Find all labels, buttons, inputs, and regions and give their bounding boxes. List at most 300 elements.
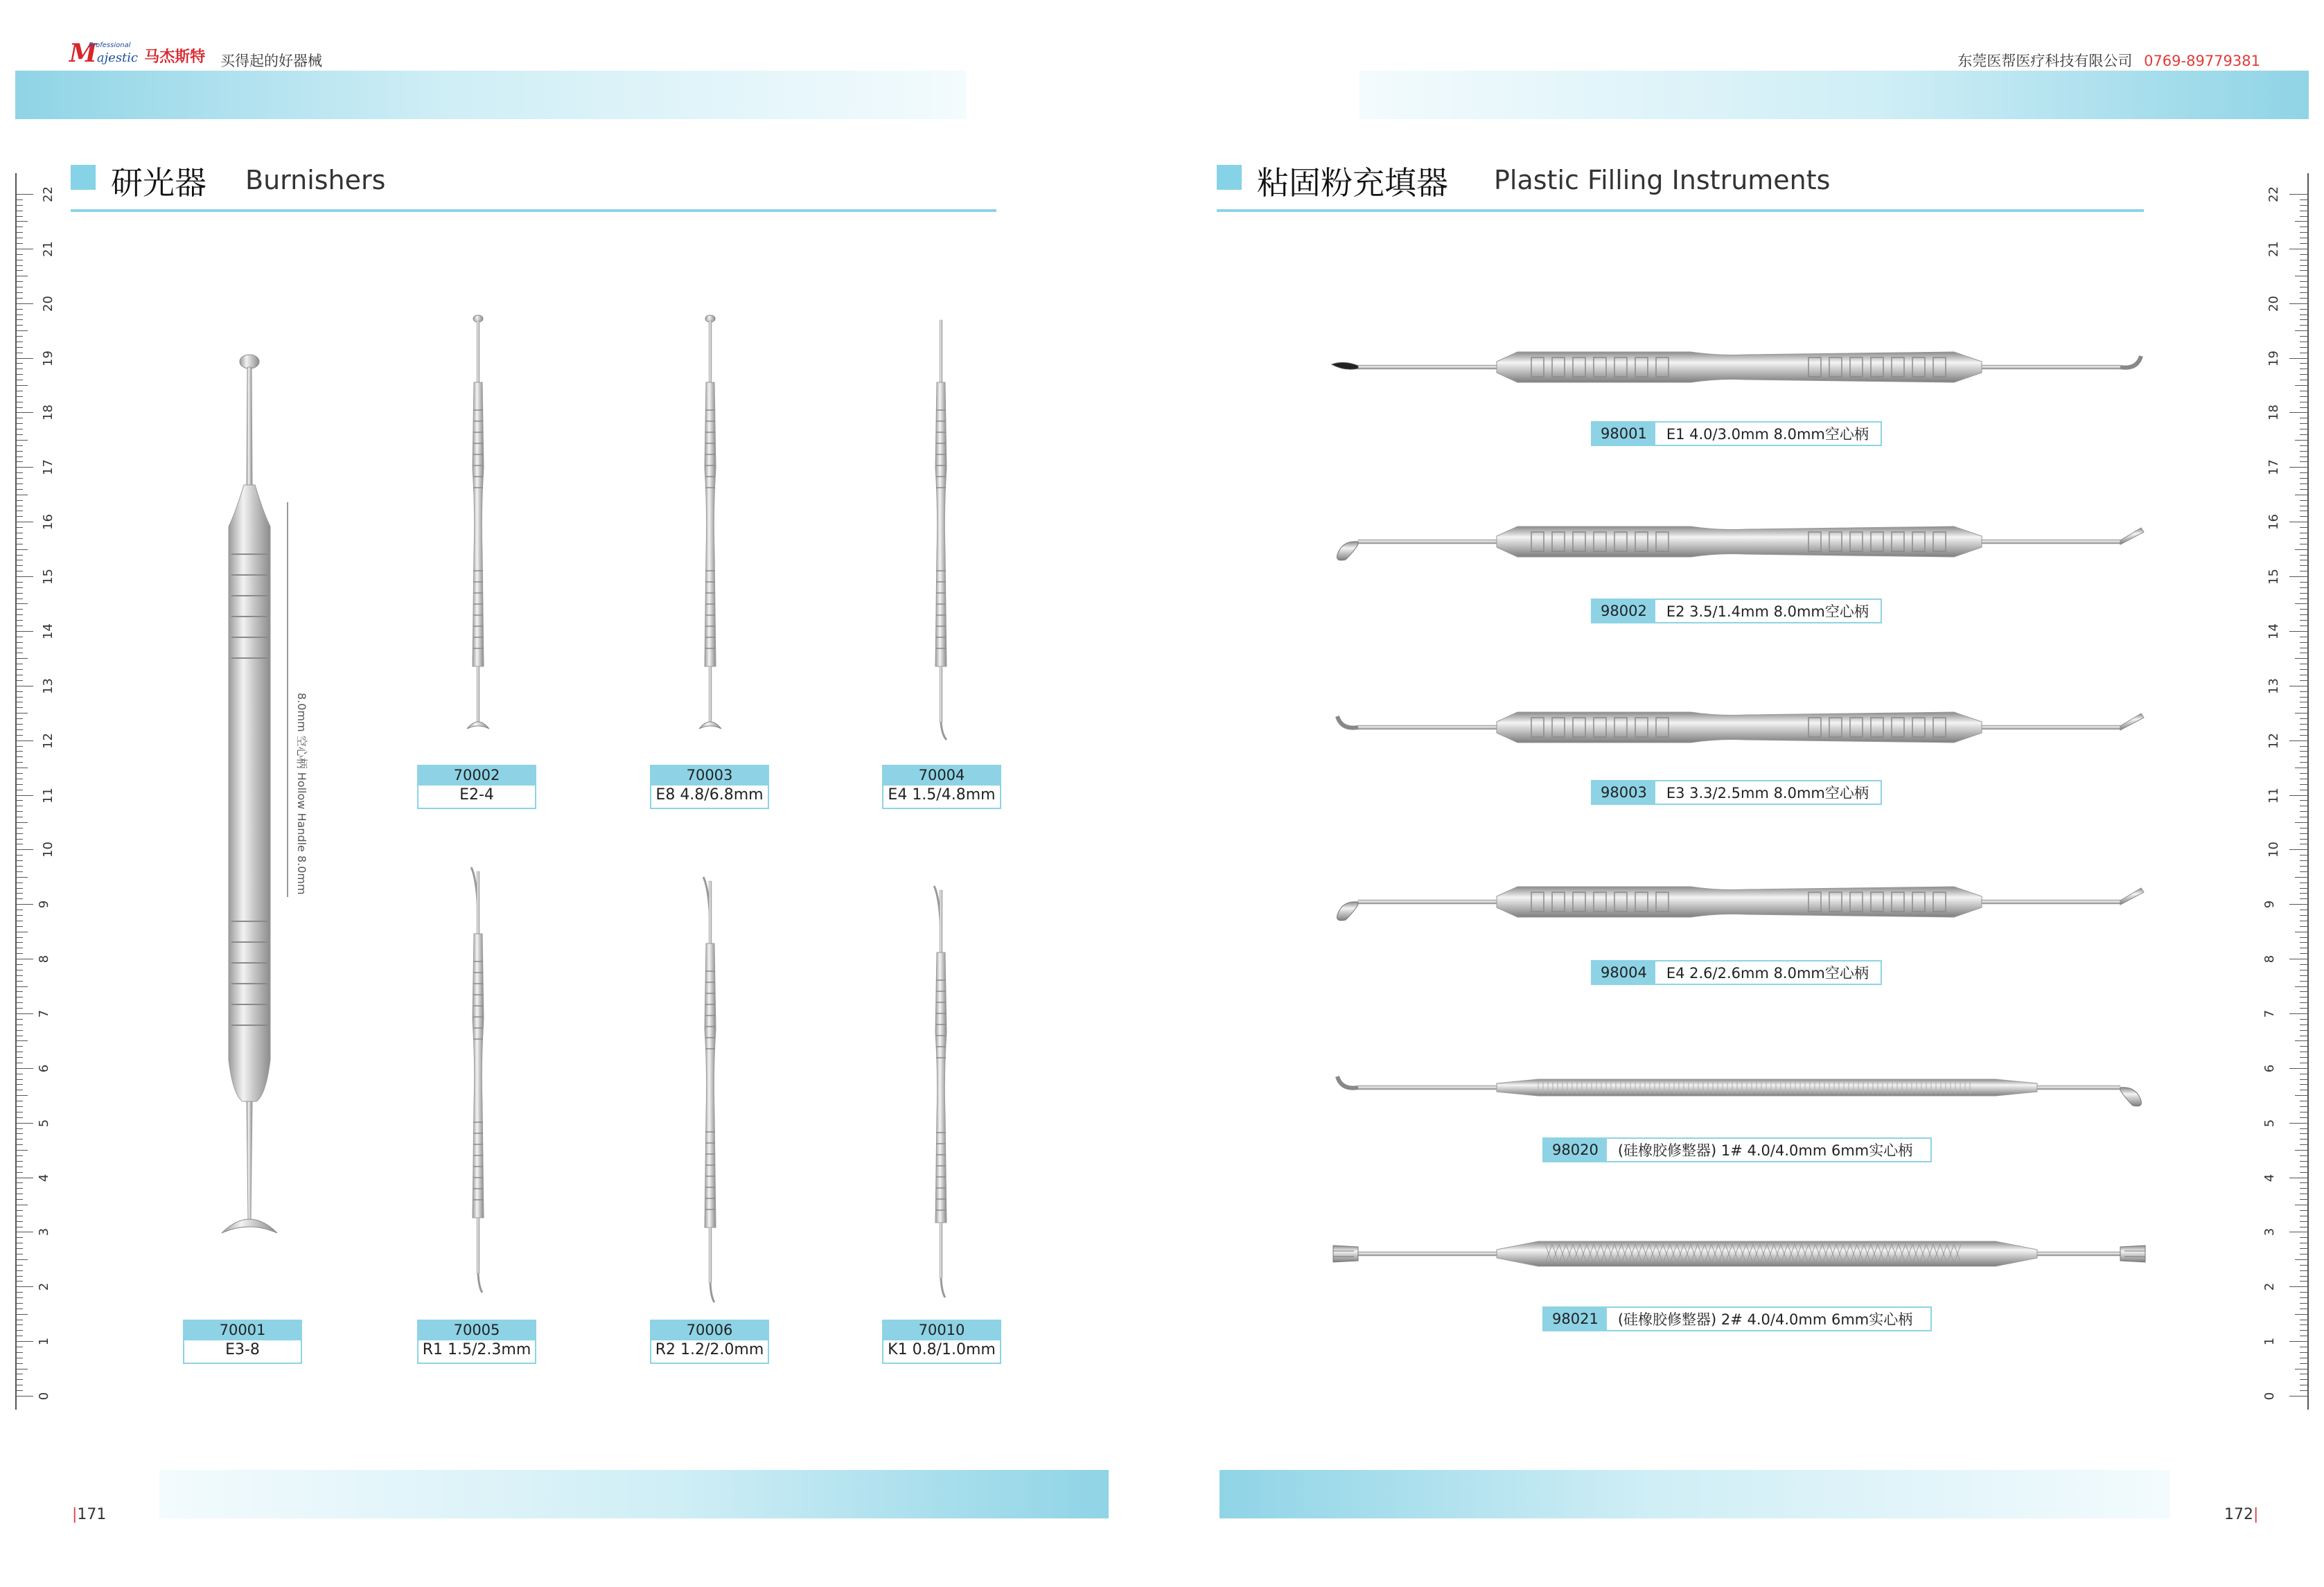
ruler-tick (2300, 1265, 2307, 1266)
ruler-tick (15, 1019, 23, 1020)
ruler-label: 5 (2262, 1119, 2278, 1127)
ruler-tick (2300, 735, 2307, 736)
ruler-tick (15, 205, 23, 206)
ruler-tick (15, 620, 23, 621)
ruler-label: 19 (40, 350, 55, 366)
header-band-right (1359, 71, 2309, 119)
ruler-tick (15, 456, 23, 457)
ruler-label: 8 (37, 955, 52, 964)
item-code: 98002 (1592, 600, 1655, 622)
instrument-98001-image (1330, 339, 2148, 395)
ruler-tick (15, 472, 23, 473)
ruler-tick (2300, 964, 2307, 965)
company-name: 东莞医帮医疗科技有限公司 (1957, 53, 2133, 69)
item-desc: E3-8 (183, 1340, 302, 1364)
ruler-tick (15, 232, 23, 233)
ruler-tick (2300, 363, 2307, 364)
ruler-tick (15, 1106, 23, 1107)
ruler-tick (2300, 1144, 2307, 1145)
ruler-tick (2300, 319, 2307, 320)
ruler-tick (2300, 1106, 2307, 1107)
ruler-tick (2300, 707, 2307, 708)
logo-word: ajestic (96, 51, 139, 65)
ruler-tick (2300, 991, 2307, 992)
section-underline-left (71, 209, 996, 212)
ruler-tick (2300, 953, 2307, 954)
ruler-tick (15, 1292, 23, 1293)
ruler-tick (2300, 1008, 2307, 1009)
ruler-tick (2300, 784, 2307, 785)
ruler-tick (15, 1079, 23, 1080)
ruler-tick (2295, 1259, 2307, 1260)
ruler-tick (2300, 1057, 2307, 1058)
ruler-tick (2300, 1352, 2307, 1353)
ruler-tick (15, 964, 23, 965)
ruler-tick (2300, 1019, 2307, 1020)
ruler-tick (15, 1259, 28, 1260)
ruler-tick (2300, 937, 2307, 938)
ruler-tick (2289, 1286, 2307, 1287)
item-desc: K1 0.8/1.0mm (882, 1340, 1001, 1364)
item-code: 98004 (1592, 961, 1655, 984)
ruler-tick (15, 445, 23, 446)
ruler-tick (2300, 1248, 2307, 1249)
ruler-tick (2300, 942, 2307, 943)
ruler-tick (2300, 691, 2307, 692)
ruler-tick (15, 500, 23, 501)
ruler-label: 9 (2262, 900, 2278, 909)
ruler-tick (15, 860, 23, 861)
ruler-tick (2300, 216, 2307, 217)
ruler-tick (2300, 243, 2307, 244)
ruler-tick (2289, 1341, 2307, 1342)
ruler-tick (2300, 866, 2307, 867)
ruler-label: 0 (2262, 1392, 2278, 1401)
ruler-tick (15, 1172, 23, 1173)
ruler-tick (2300, 975, 2307, 976)
ruler-tick (2300, 915, 2307, 916)
ruler-tick (2289, 904, 2307, 905)
ruler-tick (15, 849, 33, 850)
ruler-tick (2300, 1324, 2307, 1325)
ruler-tick (2300, 265, 2307, 266)
ruler-tick (2300, 423, 2307, 424)
ruler-tick (2300, 1161, 2307, 1162)
ruler-tick (15, 593, 23, 594)
ruler-label: 16 (2266, 514, 2281, 531)
ruler-label: 22 (40, 186, 55, 202)
ruler-tick (15, 461, 23, 462)
item-desc: (硅橡胶修整器) 1# 4.0/4.0mm 6mm实心柄 (1617, 1142, 1913, 1159)
logo-superscript: Professional (89, 42, 131, 49)
ruler-tick (2300, 680, 2307, 681)
ruler-tick (15, 1128, 23, 1129)
ruler-label: 10 (40, 842, 55, 858)
instrument-70004-image (920, 313, 962, 743)
ruler-tick (2300, 1281, 2307, 1282)
ruler-tick (2289, 849, 2307, 850)
ruler-tick (15, 330, 28, 331)
ruler-tick (2300, 718, 2307, 719)
ruler-tick (15, 1237, 23, 1238)
ruler-tick (2300, 1379, 2307, 1380)
ruler-tick (15, 292, 23, 293)
ruler-label: 18 (40, 405, 55, 421)
ruler-tick (15, 631, 33, 632)
ruler-label: 16 (40, 514, 55, 531)
ruler-tick (2300, 1276, 2307, 1277)
ruler-tick (15, 1144, 23, 1145)
item-code: 70003 (650, 765, 769, 786)
ruler-tick (2289, 412, 2307, 413)
ruler-tick (2300, 1139, 2307, 1140)
section-underline-right (1217, 209, 2144, 212)
ruler-tick (15, 1013, 33, 1014)
ruler-tick (15, 216, 23, 217)
item-desc: E2 3.5/1.4mm 8.0mm空心柄 (1666, 603, 1869, 620)
ruler-tick (15, 325, 23, 326)
ruler-tick (2300, 614, 2307, 615)
section-title-en-left: Burnishers (245, 165, 386, 195)
ruler-tick (2300, 1084, 2307, 1085)
ruler-label: 6 (37, 1064, 52, 1073)
ruler-tick (15, 707, 23, 708)
ruler-tick (15, 1002, 23, 1003)
ruler-tick (2300, 811, 2307, 812)
section-title-cn-left: 研光器 (111, 164, 206, 202)
ruler-left (15, 173, 55, 1410)
ruler-tick (2300, 374, 2307, 375)
ruler-tick (15, 691, 23, 692)
dimension-note: 8.0mm 空心柄 Hollow Handle 8.0mm (295, 693, 308, 895)
item-desc: E4 1.5/4.8mm (882, 786, 1001, 809)
item-desc: R1 1.5/2.3mm (417, 1340, 536, 1364)
ruler-tick (15, 281, 23, 282)
ruler-tick (2289, 631, 2307, 632)
instrument-98003-image (1330, 700, 2148, 755)
ruler-tick (2300, 729, 2307, 730)
ruler-tick (2300, 325, 2307, 326)
ruler-tick (2300, 456, 2307, 457)
ruler-tick (15, 265, 23, 266)
ruler-tick (2295, 603, 2307, 604)
ruler-tick (15, 614, 23, 615)
ruler-tick (15, 1199, 23, 1200)
ruler-tick (2289, 303, 2307, 304)
ruler-tick (15, 243, 23, 244)
instrument-70002-image (457, 313, 499, 743)
ruler-tick (2300, 1155, 2307, 1156)
ruler-tick (15, 746, 23, 747)
ruler-tick (2300, 232, 2307, 233)
ruler-tick (15, 1248, 23, 1249)
ruler-tick (15, 1396, 33, 1397)
ruler-tick (15, 347, 23, 348)
ruler-tick (2300, 898, 2307, 899)
ruler-tick (15, 1221, 23, 1222)
page-number-value: 172 (2224, 1506, 2253, 1523)
item-code: 70010 (882, 1320, 1001, 1340)
ruler-tick (15, 697, 23, 698)
item-label-98003 (1591, 780, 1882, 805)
ruler-tick (2300, 445, 2307, 446)
ruler-label: 15 (2266, 569, 2281, 585)
ruler-label: 12 (40, 732, 55, 749)
ruler-tick (15, 822, 28, 823)
ruler-tick (2300, 746, 2307, 747)
ruler-tick (15, 270, 23, 271)
ruler-tick (2300, 1046, 2307, 1047)
ruler-tick (15, 1314, 28, 1315)
ruler-tick (2300, 756, 2307, 757)
ruler-tick (2295, 986, 2307, 987)
ruler-tick (15, 582, 23, 583)
header-band-left (15, 71, 966, 119)
ruler-tick (15, 1265, 23, 1266)
ruler-tick (15, 1210, 23, 1211)
ruler-tick (15, 1084, 23, 1085)
ruler-tick (2295, 221, 2307, 222)
page-number-right: 172| (2224, 1506, 2259, 1523)
ruler-tick (2300, 1199, 2307, 1200)
ruler-tick (15, 680, 23, 681)
ruler-tick (15, 658, 28, 659)
ruler-tick (15, 1363, 23, 1364)
ruler-tick (2300, 582, 2307, 583)
ruler-label: 7 (2262, 1009, 2278, 1018)
instrument-98020-image (1330, 1060, 2148, 1115)
ruler-tick (2300, 1117, 2307, 1118)
ruler-tick (2300, 292, 2307, 293)
ruler-tick (15, 1270, 23, 1271)
ruler-tick (15, 795, 33, 796)
ruler-tick (15, 718, 23, 719)
ruler-tick (15, 1008, 23, 1009)
ruler-tick (15, 986, 28, 987)
item-desc: E8 4.8/6.8mm (650, 786, 769, 809)
section-title-en-right: Plastic Filling Instruments (1494, 165, 1831, 195)
ruler-tick (2295, 1095, 2307, 1096)
instrument-70010-image (920, 883, 962, 1299)
ruler-tick (2300, 1210, 2307, 1211)
ruler-tick (15, 1286, 33, 1287)
item-label-70004 (882, 765, 1001, 809)
ruler-tick (15, 194, 33, 195)
ruler-tick (15, 516, 23, 517)
ruler-tick (15, 1324, 23, 1325)
ruler-label: 17 (40, 459, 55, 476)
ruler-tick (2300, 893, 2307, 894)
ruler-tick (15, 309, 23, 310)
ruler-tick (2300, 839, 2307, 840)
section-marker-right (1217, 165, 1242, 190)
ruler-tick (2300, 762, 2307, 763)
ruler-tick (2300, 1237, 2307, 1238)
ruler-tick (2300, 309, 2307, 310)
ruler-tick (15, 423, 23, 424)
section-title-cn-right: 粘固粉充填器 (1257, 164, 1448, 202)
ruler-label: 13 (40, 677, 55, 694)
ruler-tick (15, 576, 33, 577)
ruler-tick (2300, 489, 2307, 490)
company-contact (1957, 50, 2260, 71)
item-code: 70004 (882, 765, 1001, 786)
ruler-tick (2300, 871, 2307, 872)
ruler-tick (15, 871, 23, 872)
ruler-tick (15, 603, 28, 604)
ruler-label: 8 (2262, 955, 2278, 964)
ruler-tick (2300, 478, 2307, 479)
ruler-label: 0 (37, 1392, 52, 1401)
ruler-label: 12 (2266, 732, 2281, 749)
ruler-label: 20 (40, 295, 55, 312)
ruler-tick (15, 1297, 23, 1298)
ruler-tick (2289, 1068, 2307, 1069)
ruler-tick (15, 898, 23, 899)
ruler-tick (15, 303, 33, 304)
ruler-tick (15, 1330, 23, 1331)
ruler-tick (2300, 347, 2307, 348)
item-label-98004 (1591, 960, 1882, 985)
ruler-tick (2300, 336, 2307, 337)
ruler-tick (15, 1123, 33, 1124)
ruler-tick (15, 975, 23, 976)
ruler-tick (15, 642, 23, 643)
ruler-label: 21 (2266, 240, 2281, 257)
ruler-tick (15, 724, 23, 725)
ruler-label: 3 (37, 1228, 52, 1236)
ruler-tick (2295, 822, 2307, 823)
ruler-tick (15, 1150, 28, 1151)
ruler-tick (15, 784, 23, 785)
ruler-tick (2300, 451, 2307, 452)
ruler-label: 14 (40, 623, 55, 639)
ruler-tick (2289, 795, 2307, 796)
ruler-tick (15, 839, 23, 840)
ruler-tick (15, 358, 33, 359)
ruler-tick (15, 991, 23, 992)
ruler-tick (15, 1161, 23, 1162)
ruler-tick (15, 1117, 23, 1118)
ruler-tick (2295, 330, 2307, 331)
item-desc: (硅橡胶修整器) 2# 4.0/4.0mm 6mm实心柄 (1617, 1311, 1913, 1328)
instrument-98002-image (1330, 514, 2148, 569)
ruler-tick (15, 1188, 23, 1189)
ruler-tick (15, 319, 23, 320)
ruler-tick (15, 926, 23, 927)
ruler-tick (2300, 1330, 2307, 1331)
ruler-tick (2300, 609, 2307, 610)
item-desc: E2-4 (417, 786, 536, 809)
ruler-tick (2300, 298, 2307, 299)
ruler-tick (2300, 281, 2307, 282)
ruler-tick (15, 762, 23, 763)
ruler-tick (15, 434, 23, 435)
item-label-70005 (417, 1320, 536, 1364)
item-code: 98001 (1592, 423, 1655, 445)
item-label-98001 (1591, 421, 1882, 446)
ruler-tick (2289, 576, 2307, 577)
ruler-tick (15, 1303, 23, 1304)
page-number-left: |171 (72, 1506, 107, 1523)
ruler-tick (15, 1379, 23, 1380)
ruler-tick (2300, 472, 2307, 473)
ruler-tick (15, 451, 23, 452)
ruler-tick (15, 412, 33, 413)
ruler-tick (2295, 1314, 2307, 1315)
ruler-tick (15, 221, 28, 222)
ruler-tick (15, 669, 23, 670)
ruler-tick (2300, 1133, 2307, 1134)
logo-letter: M (69, 39, 97, 68)
ruler-tick (2289, 1396, 2307, 1397)
ruler-tick (2295, 385, 2307, 386)
ruler-label: 2 (2262, 1283, 2278, 1291)
ruler-label: 14 (2266, 623, 2281, 639)
ruler-tick (2300, 800, 2307, 801)
ruler-right (2262, 173, 2309, 1410)
ruler-tick (15, 833, 23, 834)
ruler-tick (2300, 270, 2307, 271)
ruler-spine (2307, 173, 2309, 1410)
ruler-tick (2300, 1270, 2307, 1271)
instrument-70005-image (457, 865, 499, 1294)
ruler-tick (15, 1139, 23, 1140)
ruler-tick (2295, 1150, 2307, 1151)
ruler-tick (2300, 1079, 2307, 1080)
ruler-tick (2295, 549, 2307, 550)
ruler-label: 11 (40, 787, 55, 804)
ruler-tick (15, 915, 23, 916)
ruler-tick (15, 549, 28, 550)
ruler-tick (15, 478, 23, 479)
ruler-tick (15, 467, 33, 468)
ruler-tick (2300, 1303, 2307, 1304)
ruler-tick (2300, 593, 2307, 594)
ruler-tick (15, 1390, 23, 1391)
ruler-tick (2300, 669, 2307, 670)
ruler-tick (2295, 440, 2307, 441)
instrument-98004-image (1330, 874, 2148, 930)
ruler-tick (15, 555, 23, 556)
ruler-tick (15, 1352, 23, 1353)
page-number-value: 171 (77, 1506, 107, 1523)
ruler-tick (15, 942, 23, 943)
ruler-tick (15, 981, 23, 982)
item-label-70010 (882, 1320, 1001, 1364)
ruler-tick (2300, 461, 2307, 462)
ruler-tick (15, 396, 23, 397)
ruler-label: 20 (2266, 295, 2281, 312)
item-label-98020 (1542, 1137, 1932, 1162)
item-desc: R2 1.2/2.0mm (650, 1340, 769, 1364)
ruler-tick (15, 1068, 33, 1069)
item-code: 70006 (650, 1320, 769, 1340)
ruler-tick (2300, 527, 2307, 528)
ruler-tick (15, 893, 23, 894)
ruler-label: 10 (2266, 842, 2281, 858)
ruler-tick (15, 1046, 23, 1047)
ruler-tick (15, 773, 23, 774)
ruler-tick (2300, 500, 2307, 501)
company-phone: 0769-89779381 (2144, 53, 2260, 69)
ruler-tick (2300, 751, 2307, 752)
ruler-tick (2300, 997, 2307, 998)
ruler-tick (2300, 587, 2307, 588)
ruler-tick (15, 751, 23, 752)
item-label-70001 (183, 1320, 302, 1364)
ruler-tick (15, 877, 28, 878)
